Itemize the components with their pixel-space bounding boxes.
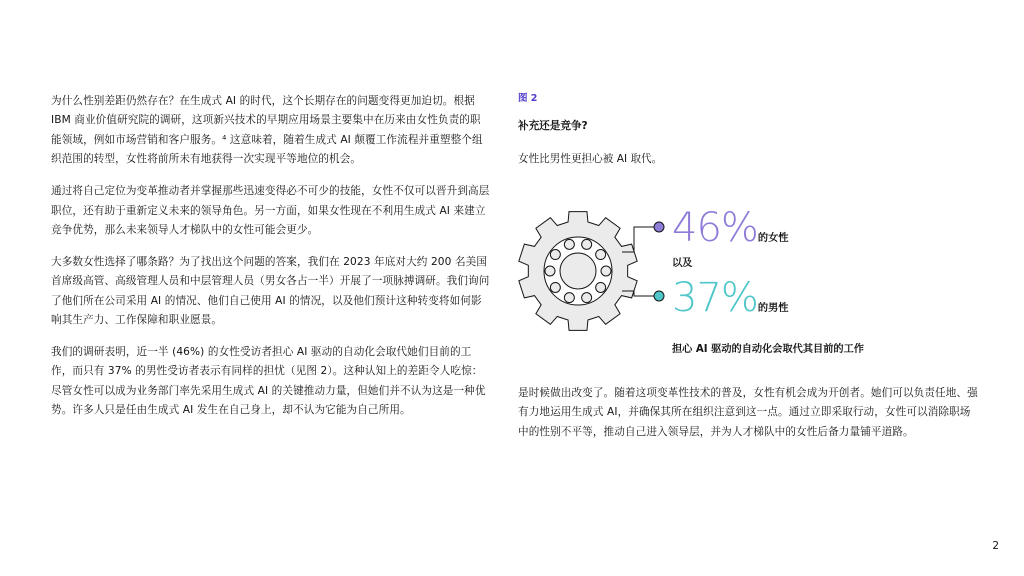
figure-label: 图 2: [518, 93, 538, 104]
gear-hole: [564, 239, 574, 249]
marker-men: [654, 291, 664, 301]
figure-caption: 担心 AI 驱动的自动化会取代其目前的工作: [672, 344, 864, 355]
body-paragraph-2: 通过将自己定位为变革推动者并掌握那些迅速变得必不可少的技能，女性不仅可以晋升到高层职位，还有助于重新定义未来的领导角色。另一方面，如果女性现在不利用生成式 AI 来建立竞争优势，那么未来领导人才梯队中的女性可能会更少。: [51, 185, 490, 236]
stat-men: [672, 275, 789, 321]
women-label: 的女性: [757, 233, 789, 244]
left-column: [51, 92, 491, 433]
men-percentage: 37%: [672, 275, 758, 321]
women-percentage: 46%: [672, 205, 758, 251]
body-paragraph-1: 为什么性别差距仍然存在？在生成式 AI 的时代，这个长期存在的问题变得更加迫切。根据 IBM 商业价值研究院的调研，这项新兴技术的早期应用场景主要集中在历来由女性负责的职能领域，例如市场营销和客户服务。⁴ 这意味着，随着生成式 AI 颠覆工作流程并重塑整个组织范围的转型，女性将前所未有地获得一次实现平等地位的机会。: [51, 95, 483, 166]
marker-women: [654, 222, 664, 232]
figure-title: 补充还是竞争?: [518, 120, 588, 132]
gear-hole: [550, 282, 560, 292]
gear-hole: [582, 239, 592, 249]
gear-hub: [560, 253, 596, 289]
body-paragraph-3: 大多数女性选择了哪条路？为了找出这个问题的答案，我们在 2023 年底对大约 200 名美国首席级高管、高级管理人员和中层管理人员（男女各占一半）开展了一项脉搏调研。我们询问了他们所在公司采用 AI 的情况、他们自己使用 AI 的情况，以及他们预计这种转变将如何影响其生产力、工作保障和职业愿景。: [51, 255, 490, 327]
right-paragraph: 是时候做出改变了。随着这项变革性技术的普及，女性有机会成为开创者。她们可以负责任地、强有力地运用生成式 AI，并确保其所在组织注意到这一点。通过立即采取行动，女性可以消除职场中的性别不平等，推动自己进入领导层，并为人才梯队中的女性后备力量铺平道路。: [518, 387, 978, 438]
infographic: [518, 202, 978, 362]
stat-women: [672, 205, 789, 251]
gear-hole: [582, 293, 592, 303]
gear-hole: [550, 250, 560, 260]
gear-hole: [596, 250, 606, 260]
men-label: 的男性: [757, 303, 789, 314]
gear-hole: [596, 282, 606, 292]
and-label: 以及: [672, 258, 693, 269]
figure-2: [518, 92, 978, 355]
gear-hole: [564, 293, 574, 303]
gear-hole: [545, 266, 555, 276]
figure-subtitle: 女性比男性更担心被 AI 取代。: [518, 153, 663, 165]
gear-hole: [601, 266, 611, 276]
page-number: 2: [992, 540, 999, 552]
body-paragraph-4: 我们的调研表明，近一半 (46%) 的女性受访者担心 AI 驱动的自动化会取代她们目前的工作，而只有 37% 的男性受访者表示有同样的担忧（见图 2）。这种认知上的差距令人吃惊：尽管女性可以成为业务部门率先采用生成式 AI 的关键推动力量，但她们并不认为这是一种优势。许多人只是任由生成式 AI 发生在自己身上，却不认为它能为自己所用。: [51, 345, 486, 417]
